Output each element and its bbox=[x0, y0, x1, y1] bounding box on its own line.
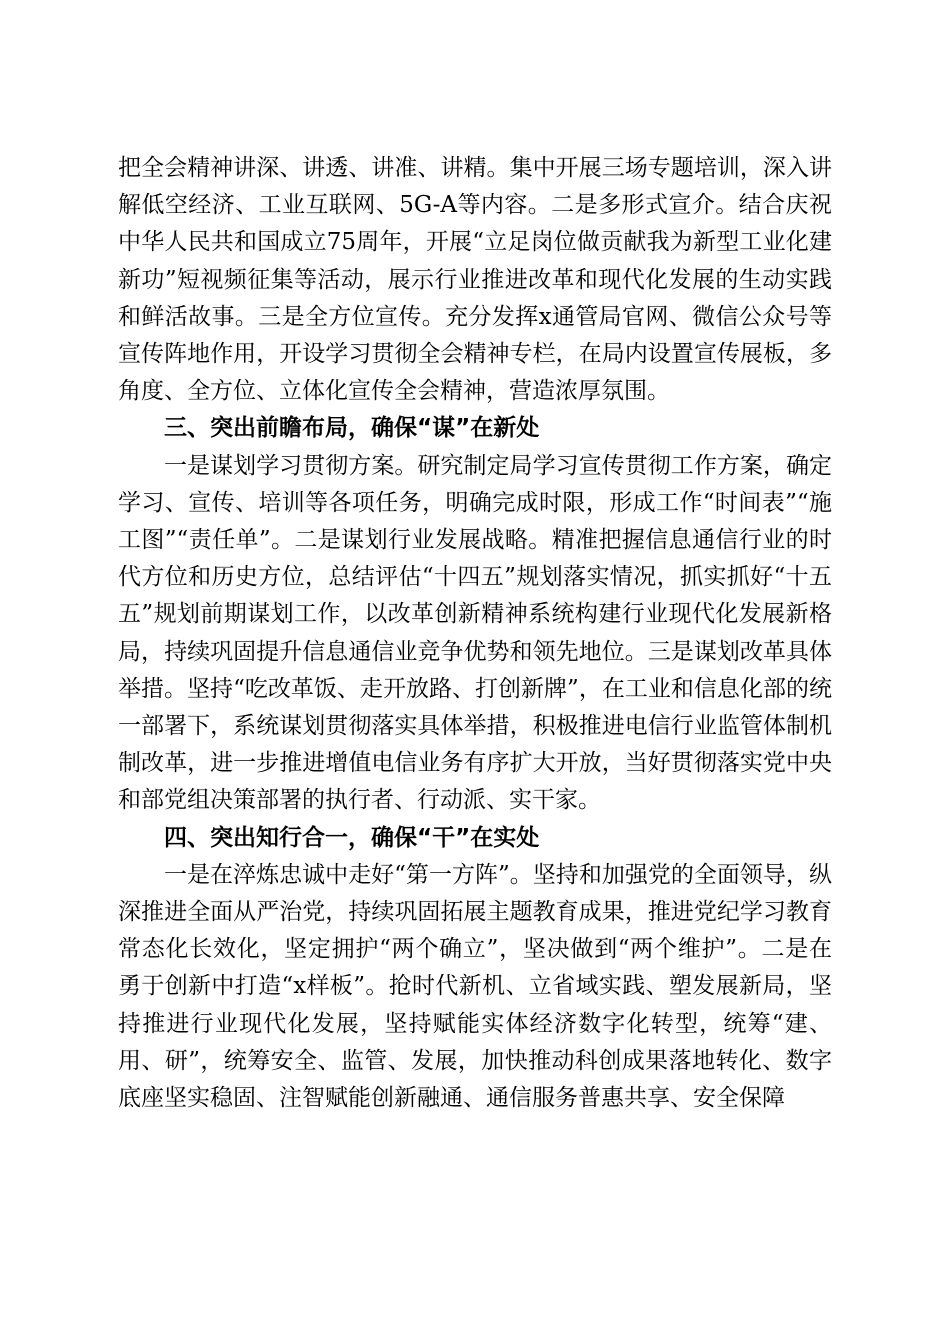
paragraph-section-three: 一是谋划学习贯彻方案。研究制定局学习宣传贯彻工作方案，确定学习、宣传、培训等各项任务，明确完成时限，形成工作“时间表”“施工图”“责任单”。二是谋划行业发展战略。精准把握信息通信行业的时代方位和历史方位，总结评估“十四五”规划落实情况，抓实抓好“十五五”规划前期谋划工作，以改革创新精神系统构建行业现代化发展新格局，持续巩固提升信息通信业竞争优势和领先地位。三是谋划改革具体举措。坚持“吃改革饭、走开放路、打创新牌”，在工业和信息化部的统一部署下，系统谋划贯彻落实具体举措，积极推进电信行业监管体制机制改革，进一步推进增值电信业务有序扩大开放，当好贯彻落实党中央和部党组决策部署的执行者、行动派、实干家。 bbox=[118, 452, 832, 814]
document-body bbox=[118, 150, 832, 1117]
paragraph-continued: 把全会精神讲深、讲透、讲准、讲精。集中开展三场专题培训，深入讲解低空经济、工业互联网、5G-A等内容。二是多形式宣介。结合庆祝中华人民共和国成立75周年，开展“立足岗位做贡献我为新型工业化建新功”短视频征集等活动，展示行业推进改革和现代化发展的生动实践和鲜活故事。三是全方位宣传。充分发挥x通管局官网、微信公众号等宣传阵地作用，开设学习贯彻全会精神专栏，在局内设置宣传展板，多角度、全方位、立体化宣传全会精神，营造浓厚氛围。 bbox=[118, 155, 832, 405]
paragraph-section-four: 一是在淬炼忠诚中走好“第一方阵”。坚持和加强党的全面领导，纵深推进全面从严治党，持续巩固拓展主题教育成果，推进党纪学习教育常态化长效化，坚定拥护“两个确立”，坚决做到“两个维护”。二是在勇于创新中打造“x样板”。抢时代新机、立省域实践、塑发展新局，坚持推进行业现代化发展，坚持赋能实体经济数字化转型，统筹“建、用、研”，统筹安全、监管、发展，加快推动科创成果落地转化、数字底座坚实稳固、注智赋能创新融通、通信服务普惠共享、安全保障 bbox=[118, 861, 832, 1112]
section-heading-four: 四、突出知行合一，确保“干”在实处 bbox=[164, 824, 540, 851]
section-heading-three: 三、突出前瞻布局，确保“谋”在新处 bbox=[164, 415, 540, 442]
